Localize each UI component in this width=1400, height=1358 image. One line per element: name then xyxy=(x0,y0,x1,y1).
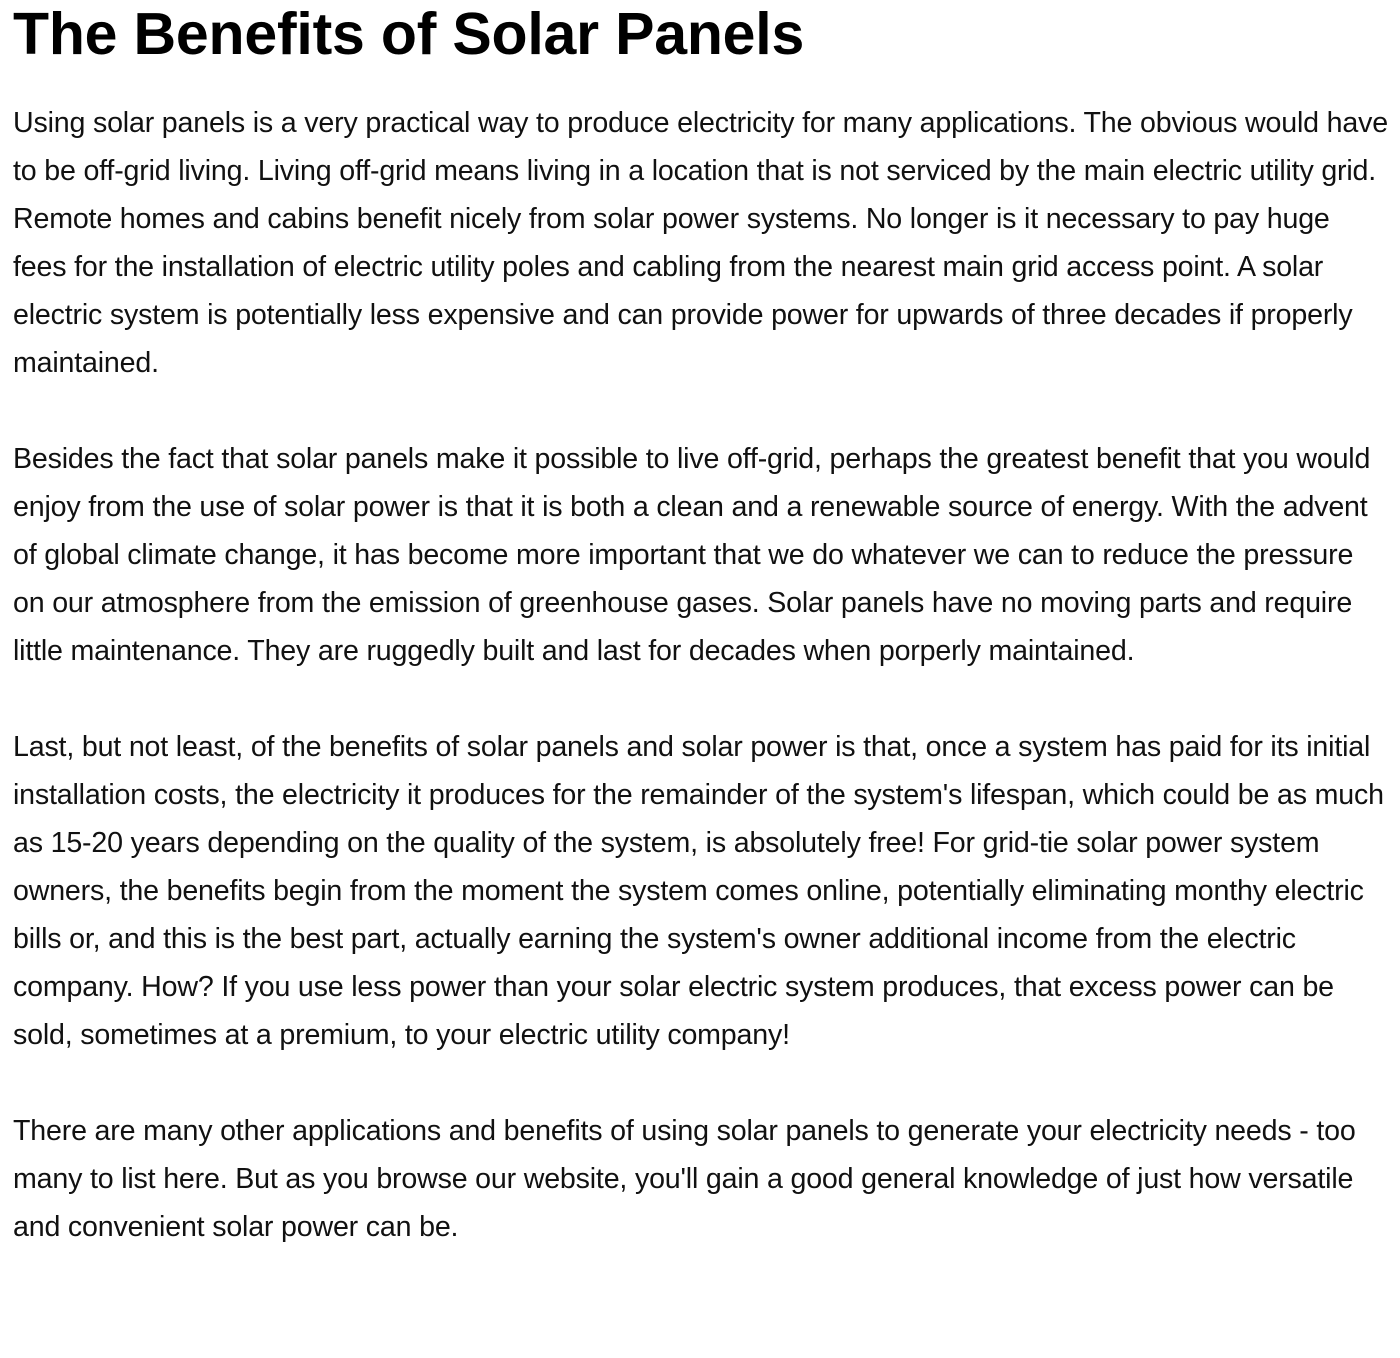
paragraph-off-grid: Using solar panels is a very practical way to produce electricity for many applications. The obvious would have to be off-grid living. Living off-grid means living in a location that is not serviced by the main electric utility grid. Remote homes and cabins benefit nicely from solar power systems. No longer is it necessary to pay huge fees for the installation of electric utility poles and cabling from the nearest main grid access point. A solar electric system is potentially less expensive and can provide power for upwards of three decades if properly maintained. xyxy=(13,107,1388,379)
paragraph-free-electricity: Last, but not least, of the benefits of solar panels and solar power is that, once a system has paid for its initial installation costs, the electricity it produces for the remainder of the system's lifespan, which could be as much as 15-20 years depending on the quality of the system, is absolutely free! For grid-tie solar power system owners, the benefits begin from the moment the system comes online, potentially eliminating monthy electric bills or, and this is the best part, actually earning the system's owner additional income from the electric company. How? If you use less power than your solar electric system produces, that excess power can be sold, sometimes at a premium, to your electric utility company! xyxy=(13,731,1384,1051)
article-body xyxy=(13,99,1388,1251)
paragraph-other-applications: There are many other applications and benefits of using solar panels to generate your electricity needs - too many to list here. But as you browse our website, you'll gain a good general knowledge of just how versatile and convenient solar power can be. xyxy=(13,1115,1356,1243)
page-title: The Benefits of Solar Panels xyxy=(13,1,805,67)
paragraph-clean-renewable: Besides the fact that solar panels make it possible to live off-grid, perhaps the greatest benefit that you would enjoy from the use of solar power is that it is both a clean and a renewable source of energy. With the advent of global climate change, it has become more important that we do whatever we can to reduce the pressure on our atmosphere from the emission of greenhouse gases. Solar panels have no moving parts and require little maintenance. They are ruggedly built and last for decades when porperly maintained. xyxy=(13,443,1371,667)
